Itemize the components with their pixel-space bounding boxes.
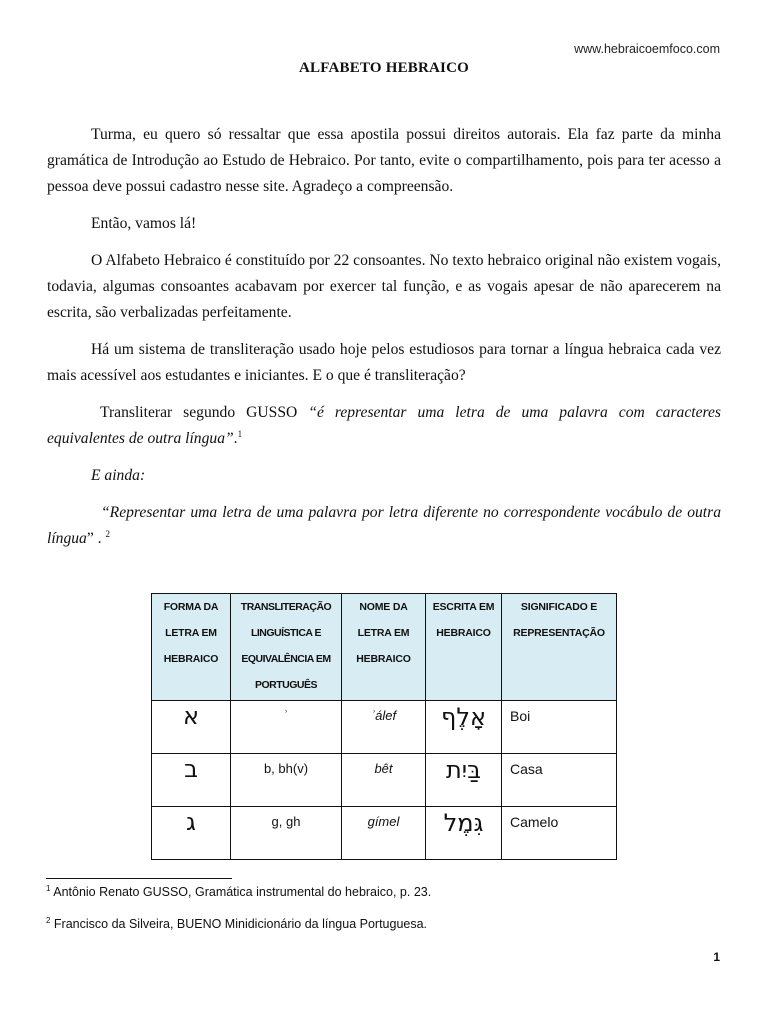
header-letter-form: FORMA DA LETRA EM HEBRAICO — [152, 594, 231, 701]
footnote-1 — [46, 885, 431, 899]
cell-meaning: Camelo — [502, 807, 617, 860]
cell-hebrew: אָלֶף — [426, 701, 502, 754]
footnote-num: 1 — [46, 884, 51, 893]
cell-translit: b, bh(v) — [231, 754, 342, 807]
bueno-end: ” . — [86, 530, 102, 547]
footnote-text: Antônio Renato GUSSO, Gramática instrumental do hebraico, p. 23. — [50, 885, 432, 899]
body-text — [47, 122, 721, 563]
footnote-ref-2[interactable]: 2 — [105, 529, 110, 539]
cell-hebrew: גִּמֶל — [426, 807, 502, 860]
cell-meaning: Casa — [502, 754, 617, 807]
table-row — [152, 807, 617, 860]
bueno-quote: “Representar uma letra de uma palavra por letra diferente no correspondente vocábulo de outra língua — [47, 504, 721, 547]
table-row — [152, 701, 617, 754]
cell-name: bêt — [342, 754, 426, 807]
e-ainda-text: E ainda: — [91, 467, 146, 484]
gusso-quote: “é representar uma letra de uma palavra com caracteres equivalentes de outra língua” — [47, 404, 721, 447]
footnote-num: 2 — [46, 916, 51, 925]
cell-letter: ב — [152, 754, 231, 807]
paragraph-copyright: Turma, eu quero só ressaltar que essa apostila possui direitos autorais. Ela faz parte da minha gramática de Introdução ao Estudo de Hebraico. Por tanto, evite o compartilhamento, pois para ter acesso a pessoa deve possui cadastro nesse site. Agradeço a compreensão. — [47, 126, 721, 195]
cell-translit: ʾ — [231, 701, 342, 754]
header-letter-name: NOME DA LETRA EM HEBRAICO — [342, 594, 426, 701]
paragraph-alphabet: O Alfabeto Hebraico é constituído por 22 consoantes. No texto hebraico original não existem vogais, todavia, algumas consoantes acabavam por exercer tal função, e as vogais apesar de não aparecerem na escrita, são verbalizadas perfeitamente. — [47, 252, 721, 321]
header-meaning: SIGNIFICADO E REPRESENTAÇÃO — [502, 594, 617, 701]
paragraph-bueno — [47, 500, 721, 552]
footnote-separator — [46, 878, 232, 879]
header-transliteration: TRANSLITERAÇÃO LINGUÍSTICA E EQUIVALÊNCIA EM PORTUGUÊS — [231, 594, 342, 701]
table-header-row — [152, 594, 617, 701]
cell-letter: א — [152, 701, 231, 754]
table-row — [152, 754, 617, 807]
cell-hebrew: בַּיִת — [426, 754, 502, 807]
paragraph-gusso — [47, 400, 721, 452]
cell-name: ʾálef — [342, 701, 426, 754]
page-number: 1 — [713, 950, 720, 964]
cell-letter: ג — [152, 807, 231, 860]
gusso-lead: Transliterar segundo GUSSO — [100, 404, 309, 421]
header-hebrew-writing: ESCRITA EM HEBRAICO — [426, 594, 502, 701]
cell-meaning: Boi — [502, 701, 617, 754]
footnote-ref-1[interactable]: 1 — [237, 429, 243, 439]
paragraph-e-ainda — [47, 463, 721, 489]
page-title: ALFABETO HEBRAICO — [299, 60, 469, 76]
paragraph-transliteration: Há um sistema de transliteração usado hoje pelos estudiosos para tornar a língua hebraica cada vez mais acessível aos estudantes e iniciantes. E o que é transliteração? — [47, 341, 721, 384]
footnote-2 — [46, 917, 427, 931]
paragraph-intro: Então, vamos lá! — [91, 215, 197, 232]
footnote-text: Francisco da Silveira, BUENO Minidicionário da língua Portuguesa. — [50, 917, 428, 931]
alphabet-table — [151, 593, 617, 860]
cell-translit: g, gh — [231, 807, 342, 860]
gusso-end: . — [233, 430, 238, 447]
site-url: www.hebraicoemfoco.com — [574, 42, 720, 56]
cell-name: gímel — [342, 807, 426, 860]
